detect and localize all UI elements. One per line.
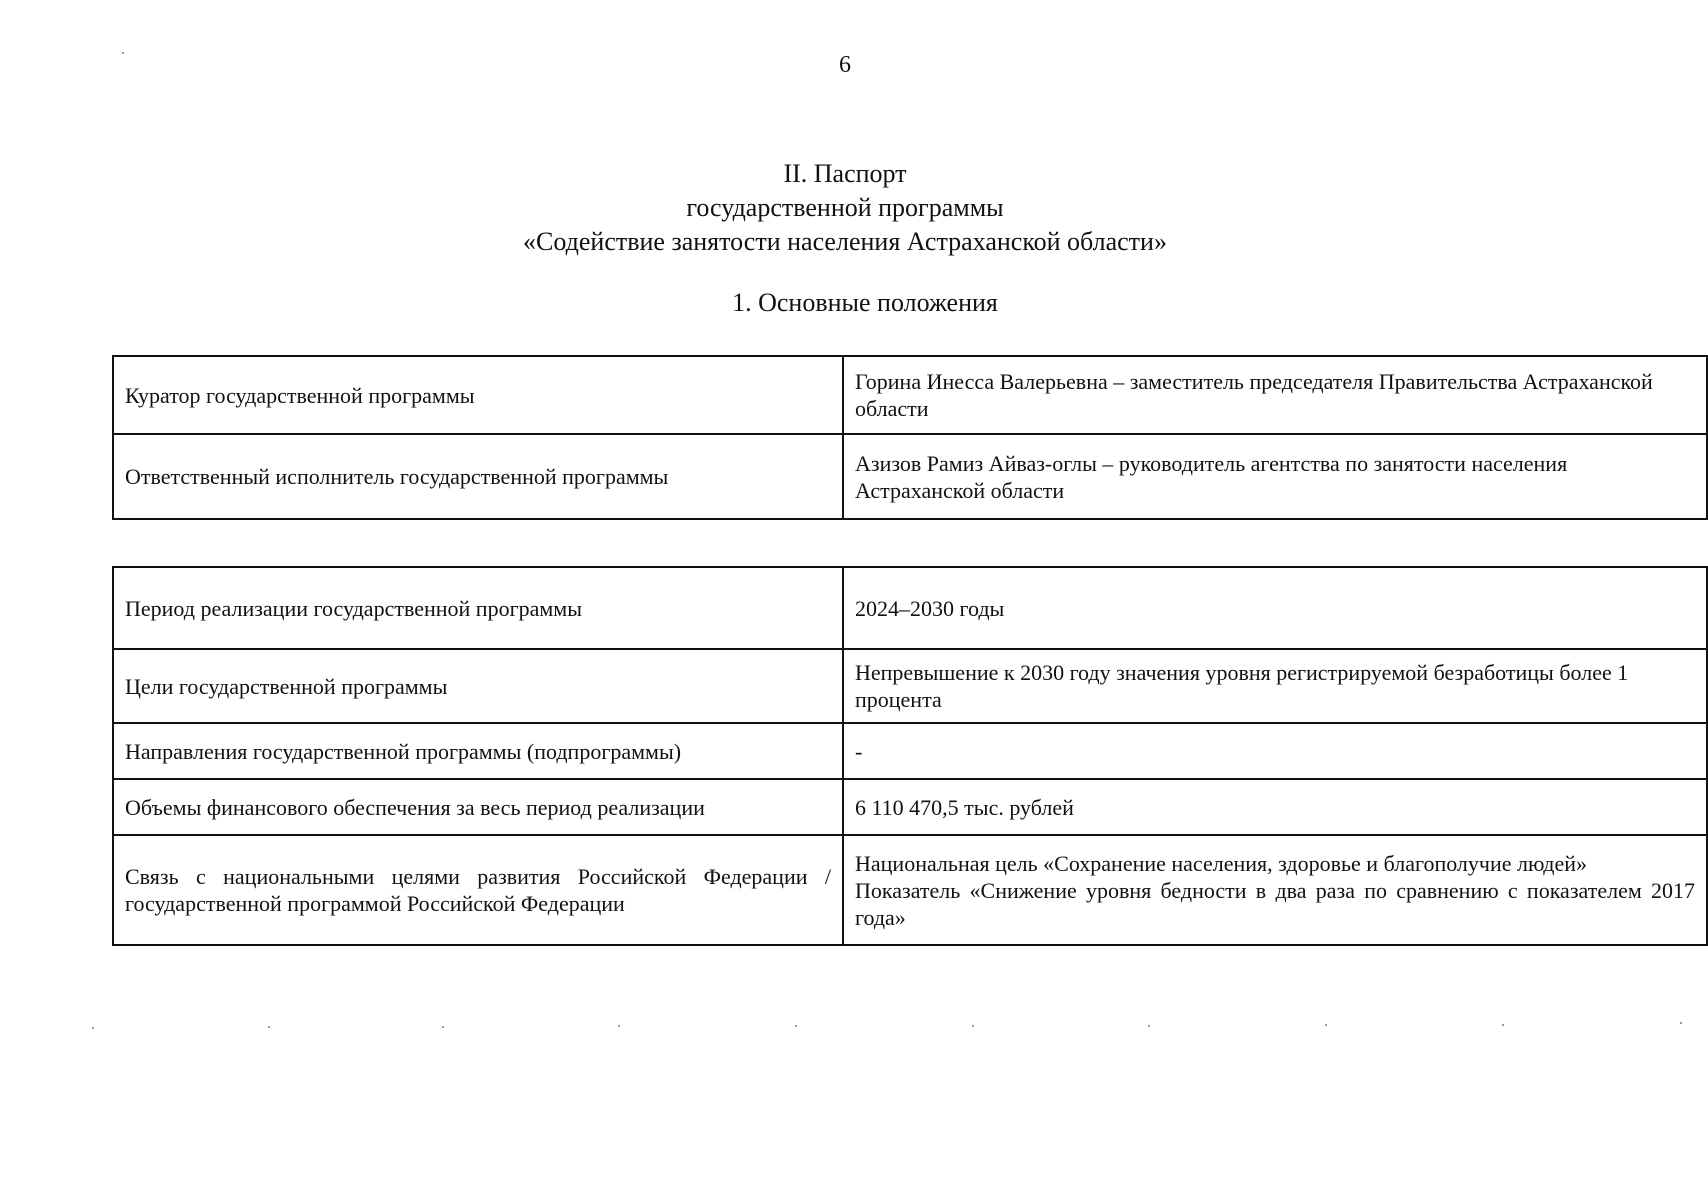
scan-artifact xyxy=(972,1025,974,1027)
section-heading: 1. Основные положения xyxy=(732,288,998,317)
goals-value: Непревышение к 2030 году значения уровня регистрируемой безработицы более 1 процента xyxy=(843,649,1707,723)
scan-artifact xyxy=(268,1026,270,1028)
title-line-3: «Содействие занятости населения Астраханской области» xyxy=(523,227,1167,256)
funding-label: Объемы финансового обеспечения за весь период реализации xyxy=(113,779,843,835)
curator-value: Горина Инесса Валерьевна – заместитель председателя Правительства Астраханской области xyxy=(843,356,1707,434)
table-row xyxy=(113,779,1707,835)
scan-artifact xyxy=(1502,1024,1504,1026)
title-line-1: II. Паспорт xyxy=(783,159,907,188)
indicator-text: Показатель «Снижение уровня бедности в два раза по сравнению с показателем 2017 года» xyxy=(855,877,1695,930)
document-title xyxy=(0,157,1690,259)
table-row xyxy=(113,356,1707,434)
national-goals-label: Связь с национальными целями развития Российской Федерации / государственной программой Российской Федерации xyxy=(113,835,843,945)
responsible-table xyxy=(112,355,1708,520)
program-parameters-table xyxy=(112,566,1708,946)
table-row xyxy=(113,567,1707,649)
national-goal-text: Национальная цель «Сохранение населения, здоровье и благополучие людей» xyxy=(855,850,1588,876)
curator-label: Куратор государственной программы xyxy=(113,356,843,434)
scan-artifact xyxy=(1680,1022,1682,1024)
scan-artifact xyxy=(442,1026,444,1028)
scan-artifact xyxy=(618,1025,620,1027)
directions-label: Направления государственной программы (подпрограммы) xyxy=(113,723,843,779)
goals-label: Цели государственной программы xyxy=(113,649,843,723)
scan-artifact xyxy=(1148,1025,1150,1027)
table-row xyxy=(113,649,1707,723)
scan-artifact xyxy=(1325,1024,1327,1026)
table-row xyxy=(113,835,1707,945)
funding-value: 6 110 470,5 тыс. рублей xyxy=(843,779,1707,835)
period-value: 2024–2030 годы xyxy=(843,567,1707,649)
scan-artifact xyxy=(92,1027,94,1029)
period-label: Период реализации государственной программы xyxy=(113,567,843,649)
national-goals-value xyxy=(843,835,1707,945)
executor-value: Азизов Рамиз Айваз-оглы – руководитель агентства по занятости населения Астраханской области xyxy=(843,434,1707,519)
scan-artifact xyxy=(795,1025,797,1027)
page-number: 6 xyxy=(839,52,851,78)
table-row xyxy=(113,723,1707,779)
executor-label: Ответственный исполнитель государственной программы xyxy=(113,434,843,519)
title-line-2: государственной программы xyxy=(686,193,1004,222)
table-row xyxy=(113,434,1707,519)
directions-value: - xyxy=(843,723,1707,779)
scan-artifact xyxy=(122,52,124,54)
